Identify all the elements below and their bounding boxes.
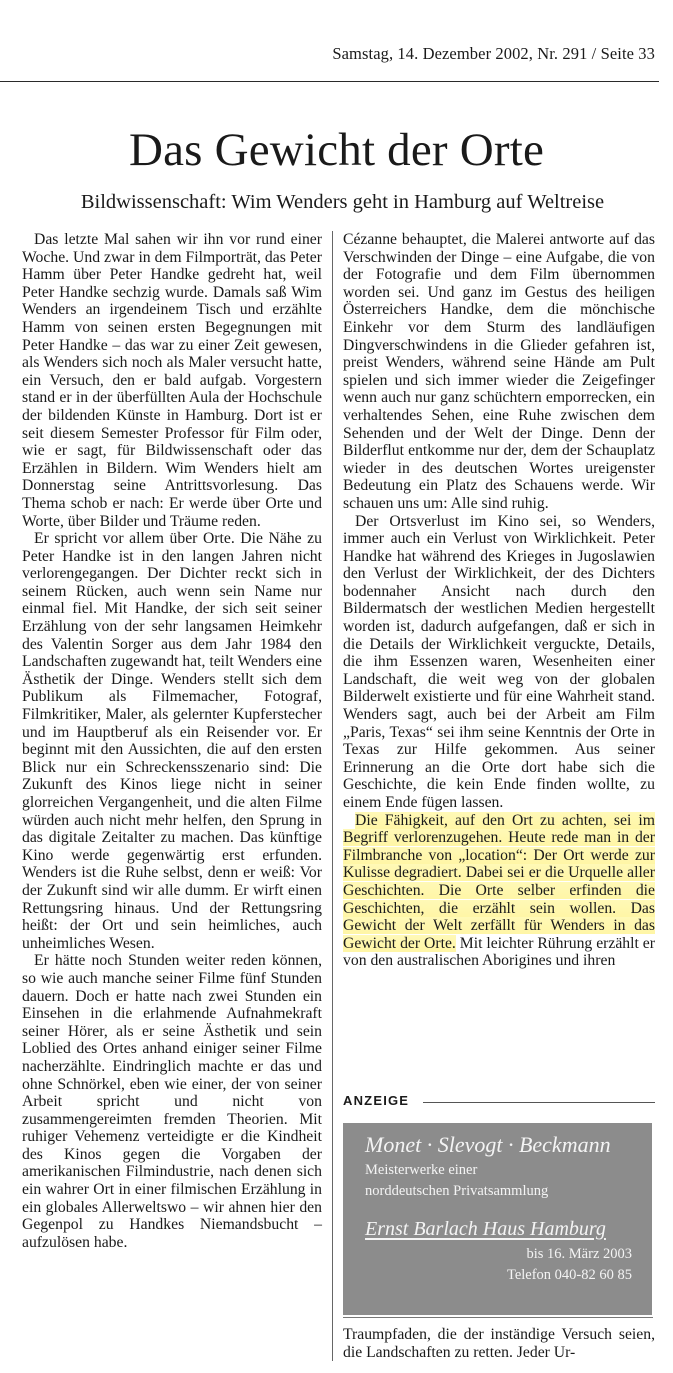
- article-subtitle: Bildwissenschaft: Wim Wenders geht in Hamburg auf Weltreise: [80, 191, 605, 213]
- header-rule: [0, 81, 659, 82]
- ad-text-line: Meisterwerke einer: [365, 1162, 478, 1178]
- ad-phone: Telefon 040-82 60 85: [506, 1267, 632, 1283]
- paragraph: [343, 812, 655, 970]
- ad-dates: bis 16. März 2003: [526, 1246, 632, 1262]
- ad-venue: Ernst Barlach Haus Hamburg: [365, 1218, 606, 1240]
- paragraph: Er spricht vor allem über Orte. Die Nähe zu Peter Handke ist in den langen Jahren nicht verlorengegangen. Der Dichter reckt sich in seinem Rücken, auch wenn sein Name nur einmal fiel. Mit Handke, der sich seit seiner Erzählung von der sehr langsamen Heimkehr des Valentin Sorger aus dem Jahr 1984 den Landschaften zugewandt hat, teilt Wenders eine Ästhetik der Dinge. Wenders stellt sich dem Publikum als Filmemacher, Fotograf, Filmkritiker, Maler, als gelernter Kupferstecher und im Hauptberuf als ein Reisender vor. Er beginnt mit den Aussichten, die auf den ersten Blick nur ein Schreckensszenario sind: Die Zukunft des Kinos liege nicht in seiner glorreichen Vergangenheit, und die alten Filme würden auch nicht mehr helfen, den Sprung in das digitale Zeitalter zu machen. Das künftige Kino werde gegenwärtig erst erfunden. Wenders ist die Ruhe selbst, denn er weiß: Vor der Zukunft sind wir alle dumm. Er wirft einen Rettungsring hinaus. Und der Rettungsring heißt: der Ort und sein heimliches, auch unheimliches Wesen.: [22, 530, 322, 952]
- dateline: Samstag, 14. Dezember 2002, Nr. 291 / Seite 33: [332, 44, 655, 63]
- article-column-left: [22, 231, 322, 1251]
- article-column-right: [343, 231, 655, 970]
- ad-bottom-rule: [343, 1317, 653, 1318]
- paragraph: Der Ortsverlust im Kino sei, so Wenders, immer auch ein Verlust von Wirklichkeit. Peter Handke hat während des Krieges in Jugoslawien den Verlust der Wirklichkeit, der des Dichters bodennaher Ansicht nach durch den Bildermatsch der westlichen Medien hergestellt worden ist, dadurch aufgefangen, daß er sich in die Details der Wirklichkeit verguckte, Details, die ihm Essenzen waren, Wesenheiten einer Landschaft, die weit weg von der globalen Bilderwelt existierte und für eine Wahrheit stand. Wenders sagt, auch bei der Arbeit am Film „Paris, Texas“ sei ihm seine Kenntnis der Orte in Texas zur Hilfe gekommen. Aus seiner Erinnerung an die Orte dort habe sich die Geschichte, die kein Ende finden wollte, zu einem Ende fügen lassen.: [343, 512, 655, 811]
- advertisement-label: [343, 1093, 655, 1111]
- paragraph: Das letzte Mal sahen wir ihn vor rund einer Woche. Und zwar in dem Filmporträt, das Peter Hamm über Peter Handke gedreht hat, weil Peter Handke sechzig wurde. Damals saß Wim Wenders an irgendeinem Tisch und erzählte Hamm von seinen ersten Begegnungen mit Peter Handke – das war zu einer Zeit gewesen, als Wenders sich noch als Maler versucht hatte, ein Versuch, den er bald aufgab. Vorgestern stand er in der überfüllten Aula der Hochschule der bildenden Künste in Hamburg. Dort ist er seit diesem Semester Professor für Film oder, wie er sagt, für Bildwissenschaft oder das Erzählen in Bildern. Wim Wenders hielt am Donnerstag seine Antrittsvorlesung. Das Thema schob er nach: Er werde über Orte und Worte, über Bilder und Träume reden.: [22, 231, 322, 530]
- paragraph: Traumpfaden, die der inständige Versuch seien, die Landschaften zu retten. Jeder Ur-: [343, 1326, 655, 1361]
- paragraph: Cézanne behauptet, die Malerei antworte auf das Verschwinden der Dinge – eine Aufgabe, die von der Fotografie und dem Film übernommen worden sei. Und ganz im Gestus des heiligen Österreichers Handke, dem die mönchische Einkehr vor dem Sturm des landläufigen Dingverschwindens in die Glieder gefahren ist, preist Wenders, während seine Hände am Pult spielen und sich immer wieder die Zeigefinger wenn auch nur ganz schüchtern emporrecken, ein verhaltendes Sehen, eine Ruhe zwischen dem Sehenden und der Welt der Dinge. Denn der Bilderflut entkomme nur der, dem der Schauplatz wieder in des deutschen Wortes ureigenster Bedeutung ein Platz des Schauens werde. Wir schauen uns um: Alle sind ruhig.: [343, 231, 655, 512]
- paragraph: Er hätte noch Stunden weiter reden können, so wie auch manche seiner Filme fünf Stunden dauern. Doch er hatte nach zwei Stunden ein Einsehen in die erlahmende Aufnahmekraft seiner Hörer, als er seine Ästhetik und sein Loblied des Ortes anhand einiger seiner Filme nacherzählte. Eindringlich machte er das und ohne Schnörkel, eben wie einer, der von seiner Arbeit spricht und nicht von zusammengereimten fremden Theorien. Mit ruhiger Vehemenz verteidigte er die Kindheit des Kinos gegen die Vorgaben der amerikanischen Filmindustrie, nach denen sich ein wahrer Ort in einer filmischen Erzählung in ein globales Allerweltswo – wir ahnen hier den Gegenpol zu Handkes Niemandsbucht – aufzulösen habe.: [22, 952, 322, 1251]
- ad-headline: Monet · Slevogt · Beckmann: [365, 1132, 611, 1157]
- advertisement-box: [343, 1123, 652, 1315]
- column-divider: [332, 231, 333, 1361]
- ad-label-rule: [423, 1102, 655, 1103]
- ad-label-text: ANZEIGE: [343, 1093, 410, 1108]
- ad-text-line: norddeutschen Privatsammlung: [365, 1183, 549, 1199]
- article-column-right-continuation: [343, 1326, 655, 1361]
- article-title: Das Gewicht der Orte: [128, 124, 545, 176]
- highlighted-passage: Die Fähigkeit, auf den Ort zu achten, sei im Begriff verlorenzugehen. Heute rede man in der Filmbranche von „location“: Der Ort werde zur Kulisse degradiert. Dabei sei er die Urquelle aller Geschichten. Die Orte selber erfinden die Geschichten, die erzählt sein wollen. Das Gewicht der Welt zerfällt für Wenders in das Gewicht der Orte.: [343, 811, 655, 952]
- paragraph-continuation: Mit leichter Rührung erzählt er von den australischen Aborigines und ihren: [343, 934, 655, 970]
